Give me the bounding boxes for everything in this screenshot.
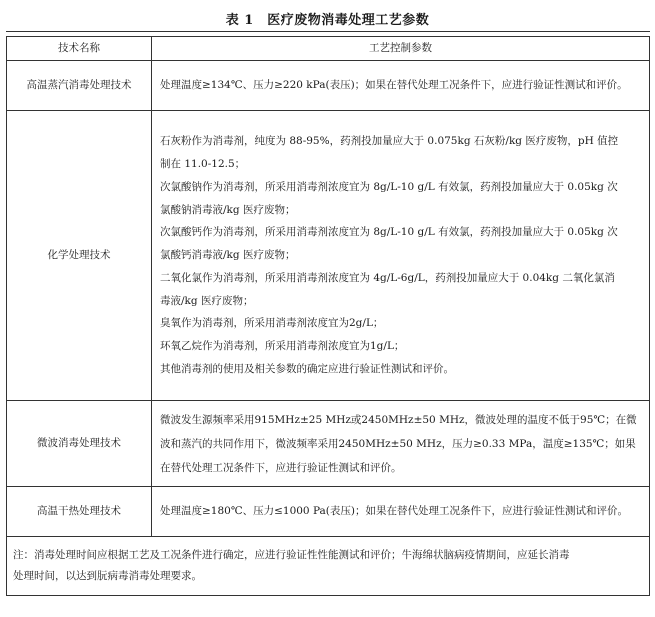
- table-top-rule: [6, 31, 650, 32]
- header-process-parameters: 工艺控制参数: [152, 37, 650, 61]
- param-line: 氯酸钠消毒液/kg 医疗废物；: [160, 203, 296, 216]
- param-line: 在替代处理工况条件下，应进行验证性测试和评价。: [160, 461, 402, 474]
- technology-name-steam: 高温蒸汽消毒处理技术: [7, 61, 152, 111]
- param-line: 毒液/kg 医疗废物；: [160, 294, 254, 307]
- param-line: 臭氧作为消毒剂，所采用消毒剂浓度宜为2g/L；: [160, 317, 384, 330]
- param-line: 处理温度≥134℃、压力≥220 kPa(表压)；如果在替代处理工况条件下，应进行验证性测试和评价。: [160, 79, 628, 91]
- parameters-steam: [152, 61, 650, 111]
- header-technology-name: 技术名称: [7, 37, 152, 61]
- parameters-table: [6, 36, 650, 596]
- parameters-microwave: [152, 401, 650, 487]
- table-note: [7, 537, 650, 596]
- param-line: 二氧化氯作为消毒剂，所采用消毒剂浓度宜为 4g/L-6g/L，药剂投加量应大于 0.04kg 二氧化氯消: [160, 271, 615, 284]
- table-row-steam: [7, 61, 650, 111]
- param-line: 波和蒸汽的共同作用下，微波频率采用2450MHz±50 MHz，压力≥0.33 MPa，温度≥135℃；如果: [160, 437, 636, 450]
- param-line: 石灰粉作为消毒剂，纯度为 88-95%，药剂投加量应大于 0.075kg 石灰粉/kg 医疗废物，pH 值控: [160, 135, 619, 148]
- table-row-dry-heat: [7, 487, 650, 537]
- param-line: 制在 11.0-12.5；: [160, 157, 246, 170]
- table-title: 表 1 医疗废物消毒处理工艺参数: [225, 13, 430, 28]
- note-line: 注：消毒处理时间应根据工艺及工况条件进行确定，应进行验证性性能测试和评价；牛海绵状脑病疫情期间，应延长消毒: [13, 549, 570, 561]
- param-line: 环氧乙烷作为消毒剂，所采用消毒剂浓度宜为1g/L；: [160, 340, 405, 353]
- note-line: 处理时间，以达到朊病毒消毒处理要求。: [13, 570, 202, 582]
- param-line: 氯酸钙消毒液/kg 医疗废物；: [160, 249, 296, 262]
- param-line: 微波发生源频率采用915MHz±25 MHz或2450MHz±50 MHz，微波处理的温度不低于95℃；在微: [160, 413, 637, 426]
- table-row-chemical: [7, 111, 650, 401]
- parameters-chemical: [152, 111, 650, 401]
- technology-name-dry-heat: 高温干热处理技术: [7, 487, 152, 537]
- technology-name-microwave: 微波消毒处理技术: [7, 401, 152, 487]
- param-line: 其他消毒剂的使用及相关参数的确定应进行验证性测试和评价。: [160, 363, 454, 376]
- param-line: 处理温度≥180℃、压力≤1000 Pa(表压)；如果在替代处理工况条件下，应进行验证性测试和评价。: [160, 505, 628, 517]
- param-line: 次氯酸钠作为消毒剂，所采用消毒剂浓度宜为 8g/L-10 g/L 有效氯，药剂投加量应大于 0.05kg 次: [160, 180, 618, 193]
- header-row: [7, 37, 650, 61]
- param-line: 次氯酸钙作为消毒剂，所采用消毒剂浓度宜为 8g/L-10 g/L 有效氯，药剂投加量应大于 0.05kg 次: [160, 226, 618, 239]
- parameters-dry-heat: [152, 487, 650, 537]
- table-row-note: [7, 537, 650, 596]
- table-row-microwave: [7, 401, 650, 487]
- technology-name-chemical: 化学处理技术: [7, 111, 152, 401]
